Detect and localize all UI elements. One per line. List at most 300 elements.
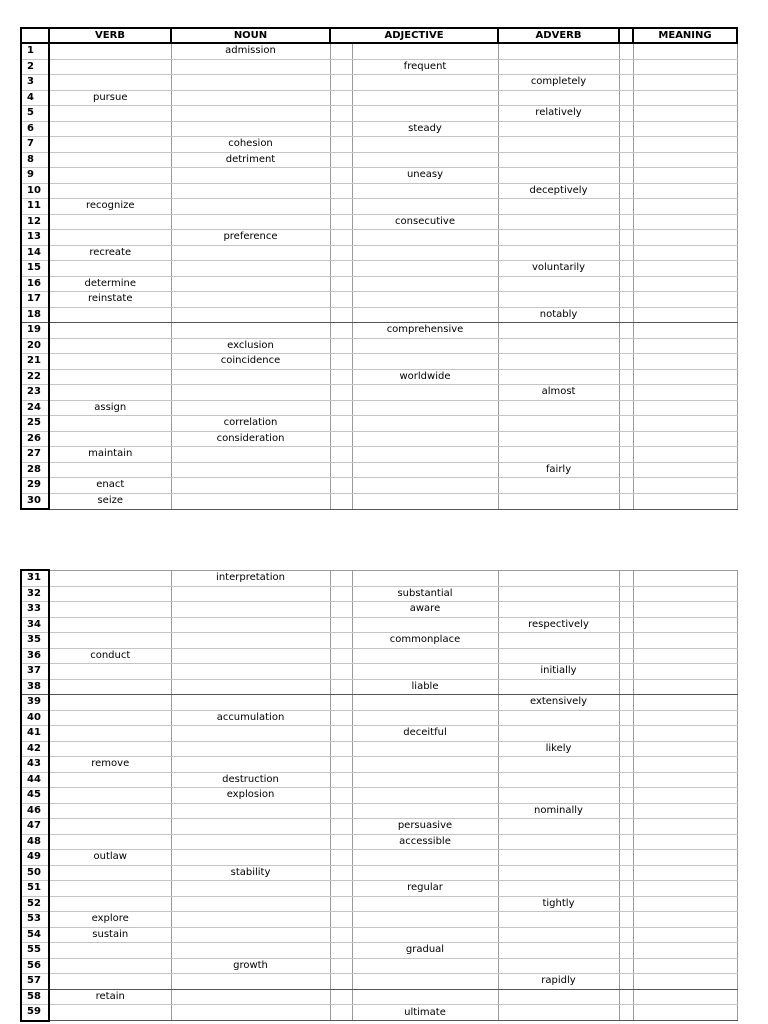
meaning-cell[interactable] — [633, 106, 737, 122]
spacer-cell — [619, 478, 633, 494]
table-row — [21, 974, 737, 990]
adjective-spacer-cell — [330, 152, 352, 168]
adjective-spacer-cell — [330, 726, 352, 742]
verb-cell — [49, 695, 171, 711]
meaning-cell[interactable] — [633, 927, 737, 943]
meaning-cell[interactable] — [633, 230, 737, 246]
meaning-cell[interactable] — [633, 183, 737, 199]
table-row — [21, 400, 737, 416]
table-row — [21, 772, 737, 788]
row-number: 59 — [21, 1005, 49, 1021]
adjective-cell — [352, 927, 498, 943]
meaning-cell[interactable] — [633, 121, 737, 137]
noun-cell — [171, 90, 330, 106]
noun-cell — [171, 943, 330, 959]
verb-cell: sustain — [49, 927, 171, 943]
meaning-cell[interactable] — [633, 896, 737, 912]
table-row — [21, 183, 737, 199]
table-row — [21, 927, 737, 943]
adjective-spacer-cell — [330, 958, 352, 974]
row-number: 50 — [21, 865, 49, 881]
verb-cell: maintain — [49, 447, 171, 463]
adverb-cell — [498, 416, 619, 432]
adjective-spacer-cell — [330, 757, 352, 773]
table-row — [21, 199, 737, 215]
spacer-cell — [619, 230, 633, 246]
row-number: 46 — [21, 803, 49, 819]
row-number: 10 — [21, 183, 49, 199]
row-number: 25 — [21, 416, 49, 432]
spacer-cell — [619, 695, 633, 711]
row-number: 5 — [21, 106, 49, 122]
table-row — [21, 617, 737, 633]
noun-cell — [171, 183, 330, 199]
row-number: 56 — [21, 958, 49, 974]
meaning-cell[interactable] — [633, 168, 737, 184]
verb-cell — [49, 617, 171, 633]
verb-cell — [49, 323, 171, 339]
adverb-cell — [498, 710, 619, 726]
header-adjective: ADJECTIVE — [330, 28, 498, 43]
adjective-cell: gradual — [352, 943, 498, 959]
adverb-cell — [498, 772, 619, 788]
adjective-cell — [352, 106, 498, 122]
meaning-cell[interactable] — [633, 462, 737, 478]
row-number: 19 — [21, 323, 49, 339]
meaning-cell[interactable] — [633, 989, 737, 1005]
adverb-cell — [498, 59, 619, 75]
adjective-spacer-cell — [330, 803, 352, 819]
meaning-cell[interactable] — [633, 338, 737, 354]
row-number: 17 — [21, 292, 49, 308]
noun-cell — [171, 602, 330, 618]
meaning-cell[interactable] — [633, 416, 737, 432]
noun-cell — [171, 896, 330, 912]
table-row — [21, 43, 737, 59]
row-number: 26 — [21, 431, 49, 447]
table-row — [21, 462, 737, 478]
table-row — [21, 865, 737, 881]
adverb-cell: almost — [498, 385, 619, 401]
verb-cell — [49, 214, 171, 230]
meaning-cell[interactable] — [633, 276, 737, 292]
adjective-cell: ultimate — [352, 1005, 498, 1021]
meaning-cell[interactable] — [633, 664, 737, 680]
meaning-cell[interactable] — [633, 447, 737, 463]
meaning-cell[interactable] — [633, 710, 737, 726]
row-number: 18 — [21, 307, 49, 323]
adjective-cell — [352, 292, 498, 308]
noun-cell — [171, 59, 330, 75]
noun-cell — [171, 307, 330, 323]
noun-cell — [171, 586, 330, 602]
adjective-spacer-cell — [330, 943, 352, 959]
meaning-cell[interactable] — [633, 726, 737, 742]
adjective-cell — [352, 152, 498, 168]
table-row — [21, 757, 737, 773]
adverb-cell: nominally — [498, 803, 619, 819]
meaning-cell[interactable] — [633, 819, 737, 835]
verb-cell — [49, 633, 171, 649]
adjective-cell — [352, 75, 498, 91]
noun-cell: stability — [171, 865, 330, 881]
table-row — [21, 726, 737, 742]
adjective-spacer-cell — [330, 245, 352, 261]
meaning-cell[interactable] — [633, 633, 737, 649]
meaning-cell[interactable] — [633, 974, 737, 990]
noun-cell — [171, 850, 330, 866]
verb-cell — [49, 75, 171, 91]
adjective-spacer-cell — [330, 896, 352, 912]
adverb-cell — [498, 819, 619, 835]
table-row — [21, 478, 737, 494]
verb-cell — [49, 462, 171, 478]
noun-cell: destruction — [171, 772, 330, 788]
noun-cell — [171, 881, 330, 897]
verb-cell — [49, 431, 171, 447]
meaning-cell[interactable] — [633, 400, 737, 416]
adjective-spacer-cell — [330, 478, 352, 494]
spacer-cell — [619, 276, 633, 292]
table-row — [21, 819, 737, 835]
adjective-spacer-cell — [330, 90, 352, 106]
adverb-cell — [498, 276, 619, 292]
row-number: 52 — [21, 896, 49, 912]
adjective-spacer-cell — [330, 307, 352, 323]
adjective-spacer-cell — [330, 137, 352, 153]
row-number: 31 — [21, 570, 49, 586]
table-row — [21, 152, 737, 168]
header-spacer — [619, 28, 633, 43]
spacer-cell — [619, 214, 633, 230]
meaning-cell[interactable] — [633, 617, 737, 633]
meaning-cell[interactable] — [633, 292, 737, 308]
meaning-cell[interactable] — [633, 307, 737, 323]
adjective-cell: accessible — [352, 834, 498, 850]
row-number: 45 — [21, 788, 49, 804]
table-row — [21, 881, 737, 897]
table-row — [21, 896, 737, 912]
meaning-cell[interactable] — [633, 834, 737, 850]
row-number: 21 — [21, 354, 49, 370]
adjective-cell — [352, 276, 498, 292]
row-number: 14 — [21, 245, 49, 261]
adverb-cell: voluntarily — [498, 261, 619, 277]
noun-cell: explosion — [171, 788, 330, 804]
verb-cell — [49, 602, 171, 618]
spacer-cell — [619, 400, 633, 416]
table-row — [21, 121, 737, 137]
adjective-spacer-cell — [330, 664, 352, 680]
noun-cell — [171, 664, 330, 680]
adjective-cell — [352, 772, 498, 788]
verb-cell — [49, 152, 171, 168]
table-row — [21, 75, 737, 91]
spacer-cell — [619, 788, 633, 804]
adjective-spacer-cell — [330, 261, 352, 277]
adverb-cell: rapidly — [498, 974, 619, 990]
adverb-cell — [498, 757, 619, 773]
adverb-cell — [498, 152, 619, 168]
adverb-cell — [498, 834, 619, 850]
meaning-cell[interactable] — [633, 772, 737, 788]
row-number: 28 — [21, 462, 49, 478]
verb-cell — [49, 834, 171, 850]
meaning-cell[interactable] — [633, 912, 737, 928]
table-row — [21, 168, 737, 184]
meaning-cell[interactable] — [633, 493, 737, 509]
noun-cell — [171, 726, 330, 742]
adjective-spacer-cell — [330, 927, 352, 943]
adverb-cell — [498, 726, 619, 742]
adjective-cell — [352, 757, 498, 773]
meaning-cell[interactable] — [633, 75, 737, 91]
meaning-cell[interactable] — [633, 602, 737, 618]
adverb-cell — [498, 602, 619, 618]
adverb-cell — [498, 788, 619, 804]
spacer-cell — [619, 292, 633, 308]
meaning-cell[interactable] — [633, 199, 737, 215]
adjective-spacer-cell — [330, 850, 352, 866]
verb-cell — [49, 741, 171, 757]
adjective-cell: frequent — [352, 59, 498, 75]
adjective-cell — [352, 648, 498, 664]
row-number: 4 — [21, 90, 49, 106]
verb-cell: recreate — [49, 245, 171, 261]
adjective-cell: consecutive — [352, 214, 498, 230]
adverb-cell — [498, 850, 619, 866]
adjective-cell: persuasive — [352, 819, 498, 835]
verb-cell: enact — [49, 478, 171, 494]
spacer-cell — [619, 602, 633, 618]
meaning-cell[interactable] — [633, 741, 737, 757]
adverb-cell: initially — [498, 664, 619, 680]
adjective-spacer-cell — [330, 648, 352, 664]
meaning-cell[interactable] — [633, 478, 737, 494]
adjective-cell — [352, 43, 498, 59]
verb-cell — [49, 137, 171, 153]
verb-cell — [49, 958, 171, 974]
table-row — [21, 602, 737, 618]
row-number: 37 — [21, 664, 49, 680]
meaning-cell[interactable] — [633, 152, 737, 168]
verb-cell — [49, 416, 171, 432]
meaning-cell[interactable] — [633, 1005, 737, 1021]
table-row — [21, 958, 737, 974]
table-row — [21, 570, 737, 586]
adjective-cell — [352, 803, 498, 819]
adverb-cell — [498, 865, 619, 881]
adverb-cell — [498, 199, 619, 215]
verb-cell — [49, 1005, 171, 1021]
table-row — [21, 710, 737, 726]
row-number: 13 — [21, 230, 49, 246]
verb-cell — [49, 168, 171, 184]
meaning-cell[interactable] — [633, 788, 737, 804]
noun-cell — [171, 633, 330, 649]
row-number: 6 — [21, 121, 49, 137]
table-1-body — [21, 43, 737, 509]
spacer-cell — [619, 416, 633, 432]
table-row — [21, 493, 737, 509]
row-number: 44 — [21, 772, 49, 788]
adverb-cell — [498, 369, 619, 385]
noun-cell — [171, 75, 330, 91]
meaning-cell[interactable] — [633, 757, 737, 773]
spacer-cell — [619, 757, 633, 773]
table-row — [21, 803, 737, 819]
noun-cell: correlation — [171, 416, 330, 432]
verb-cell — [49, 679, 171, 695]
noun-cell: growth — [171, 958, 330, 974]
table-row — [21, 416, 737, 432]
adverb-cell: deceptively — [498, 183, 619, 199]
noun-cell — [171, 323, 330, 339]
table-row — [21, 90, 737, 106]
meaning-cell[interactable] — [633, 245, 737, 261]
adjective-spacer-cell — [330, 617, 352, 633]
row-number: 15 — [21, 261, 49, 277]
meaning-cell[interactable] — [633, 90, 737, 106]
adjective-spacer-cell — [330, 214, 352, 230]
noun-cell: admission — [171, 43, 330, 59]
verb-cell: pursue — [49, 90, 171, 106]
meaning-cell[interactable] — [633, 850, 737, 866]
meaning-cell[interactable] — [633, 354, 737, 370]
adjective-cell — [352, 230, 498, 246]
verb-cell — [49, 586, 171, 602]
adjective-spacer-cell — [330, 400, 352, 416]
adjective-cell — [352, 400, 498, 416]
verb-cell: conduct — [49, 648, 171, 664]
meaning-cell[interactable] — [633, 570, 737, 586]
adjective-cell — [352, 245, 498, 261]
adjective-spacer-cell — [330, 59, 352, 75]
noun-cell: exclusion — [171, 338, 330, 354]
verb-cell: retain — [49, 989, 171, 1005]
spacer-cell — [619, 881, 633, 897]
spacer-cell — [619, 726, 633, 742]
adjective-spacer-cell — [330, 865, 352, 881]
adjective-spacer-cell — [330, 570, 352, 586]
meaning-cell[interactable] — [633, 431, 737, 447]
meaning-cell[interactable] — [633, 323, 737, 339]
meaning-cell[interactable] — [633, 803, 737, 819]
row-number: 41 — [21, 726, 49, 742]
adjective-cell — [352, 199, 498, 215]
meaning-cell[interactable] — [633, 943, 737, 959]
adjective-cell — [352, 478, 498, 494]
verb-cell — [49, 354, 171, 370]
adverb-cell — [498, 478, 619, 494]
adjective-spacer-cell — [330, 183, 352, 199]
adjective-spacer-cell — [330, 695, 352, 711]
spacer-cell — [619, 741, 633, 757]
meaning-cell[interactable] — [633, 865, 737, 881]
adjective-cell — [352, 493, 498, 509]
adverb-cell — [498, 912, 619, 928]
adjective-cell — [352, 710, 498, 726]
adverb-cell — [498, 586, 619, 602]
adjective-cell — [352, 462, 498, 478]
verb-cell — [49, 865, 171, 881]
adjective-cell — [352, 90, 498, 106]
table-row — [21, 648, 737, 664]
row-number: 3 — [21, 75, 49, 91]
adverb-cell — [498, 679, 619, 695]
row-number: 27 — [21, 447, 49, 463]
meaning-cell[interactable] — [633, 137, 737, 153]
meaning-cell[interactable] — [633, 881, 737, 897]
adverb-cell — [498, 245, 619, 261]
table-row — [21, 679, 737, 695]
spacer-cell — [619, 199, 633, 215]
table-row — [21, 106, 737, 122]
adverb-cell — [498, 230, 619, 246]
adverb-cell — [498, 493, 619, 509]
adverb-cell: relatively — [498, 106, 619, 122]
header-meaning: MEANING — [633, 28, 737, 43]
meaning-cell[interactable] — [633, 648, 737, 664]
verb-cell — [49, 261, 171, 277]
adjective-cell — [352, 989, 498, 1005]
row-number: 29 — [21, 478, 49, 494]
adjective-spacer-cell — [330, 741, 352, 757]
table-row — [21, 292, 737, 308]
adverb-cell — [498, 431, 619, 447]
spacer-cell — [619, 803, 633, 819]
table-row — [21, 989, 737, 1005]
meaning-cell[interactable] — [633, 43, 737, 59]
adjective-cell — [352, 617, 498, 633]
adjective-cell — [352, 431, 498, 447]
meaning-cell[interactable] — [633, 59, 737, 75]
meaning-cell[interactable] — [633, 385, 737, 401]
meaning-cell[interactable] — [633, 261, 737, 277]
noun-cell — [171, 803, 330, 819]
vocabulary-table-1 — [20, 27, 738, 510]
row-number: 30 — [21, 493, 49, 509]
adjective-spacer-cell — [330, 323, 352, 339]
noun-cell — [171, 1005, 330, 1021]
noun-cell — [171, 276, 330, 292]
adverb-cell — [498, 648, 619, 664]
meaning-cell[interactable] — [633, 679, 737, 695]
adjective-spacer-cell — [330, 834, 352, 850]
meaning-cell[interactable] — [633, 958, 737, 974]
meaning-cell[interactable] — [633, 586, 737, 602]
adverb-cell: extensively — [498, 695, 619, 711]
row-number: 51 — [21, 881, 49, 897]
adjective-spacer-cell — [330, 354, 352, 370]
spacer-cell — [619, 431, 633, 447]
verb-cell — [49, 710, 171, 726]
adjective-spacer-cell — [330, 276, 352, 292]
table-row — [21, 230, 737, 246]
spacer-cell — [619, 385, 633, 401]
meaning-cell[interactable] — [633, 214, 737, 230]
adjective-spacer-cell — [330, 230, 352, 246]
spacer-cell — [619, 323, 633, 339]
verb-cell — [49, 819, 171, 835]
adjective-cell — [352, 447, 498, 463]
row-number: 53 — [21, 912, 49, 928]
meaning-cell[interactable] — [633, 369, 737, 385]
header-number — [21, 28, 49, 43]
meaning-cell[interactable] — [633, 695, 737, 711]
spacer-cell — [619, 570, 633, 586]
verb-cell — [49, 369, 171, 385]
